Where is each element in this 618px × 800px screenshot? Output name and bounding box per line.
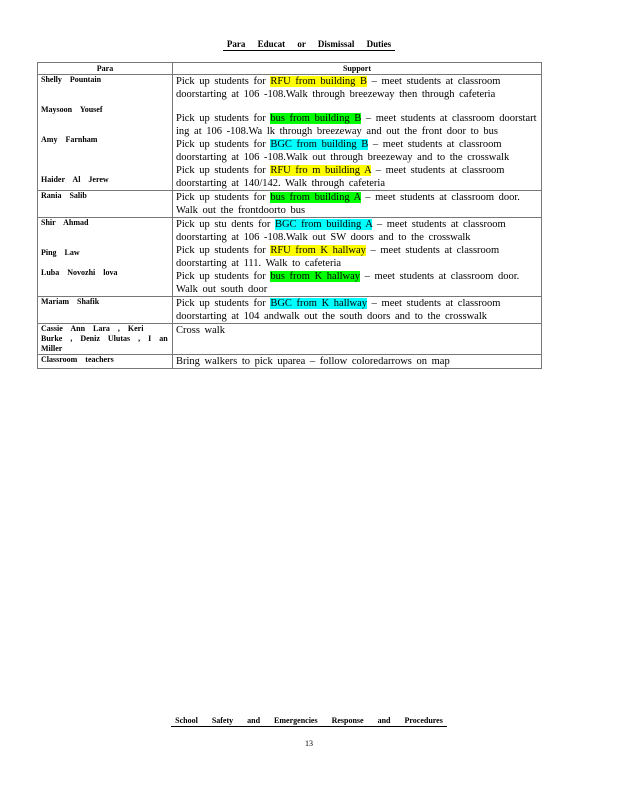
para-name: Cassie Ann Lara , Keri Burke , Deniz Ulutas , I an Miller <box>41 324 168 353</box>
footer-title-text: School Safety and Emergencies Response and Procedures <box>171 716 447 727</box>
support-entry <box>176 324 538 337</box>
support-text: Pick up students for <box>176 298 271 309</box>
highlighted-group-label: BGC from building B <box>270 139 369 150</box>
para-name: Shelly Pountain <box>41 75 102 84</box>
support-text: – meet students at classroom door. Walk out the frontdoorto bus <box>176 192 520 216</box>
document-title <box>0 39 618 49</box>
para-name: Mariam Shafik <box>41 297 100 306</box>
table-row <box>38 191 542 218</box>
para-name: Shir Ahmad <box>41 218 89 227</box>
support-text: Cross walk <box>176 325 225 336</box>
para-names-cell <box>38 191 173 218</box>
highlighted-group-label: RFU from building B <box>270 76 368 87</box>
para-name: Rania Salib <box>41 191 87 200</box>
support-text: – meet students at classroom doorstart ing at 106 -108.Wa lk through breezeway and out the front door to bus <box>176 113 537 137</box>
para-names-cell <box>38 75 173 191</box>
support-text: – meet students at classroom door. Walk out south door <box>176 271 520 295</box>
page-number: 13 <box>305 739 313 748</box>
support-text: Pick up students for <box>176 271 271 282</box>
support-text: Pick up students for <box>176 245 271 256</box>
para-name: Classroom teachers <box>41 355 114 364</box>
support-text: – meet students at classroom doorstarting at 106 -108.Walk out SW doors and to the crosswalk <box>176 219 506 243</box>
support-text: Pick up students for <box>176 165 271 176</box>
highlighted-group-label: RFU from K hallway <box>270 245 366 256</box>
highlighted-group-label: bus from K hallway <box>270 271 361 282</box>
support-text: Pick up students for <box>176 192 271 203</box>
support-entry <box>176 138 538 164</box>
support-entry <box>176 75 538 101</box>
support-text: Pick up students for <box>176 76 271 87</box>
support-entry <box>176 270 538 296</box>
support-entry <box>176 191 538 217</box>
highlighted-group-label: RFU fro m building A <box>270 165 372 176</box>
support-text: – meet students at classroom doorstarting at 106 -108.Walk through breezeway then through cafeteria <box>176 76 501 100</box>
para-names-cell <box>38 218 173 297</box>
para-names-cell <box>38 324 173 355</box>
para-name: Luba Novozhi lova <box>41 268 118 277</box>
support-entry <box>176 355 538 368</box>
dismissal-duties-table <box>37 62 542 369</box>
support-cell <box>173 297 542 324</box>
para-name: Ping Law <box>41 248 80 257</box>
support-entry <box>176 297 538 323</box>
highlighted-group-label: bus from building B <box>270 113 362 124</box>
support-text: – meet students at classroom doorstarting at 111. Walk to cafeteria <box>176 245 500 269</box>
para-name: Haider Al Jerew <box>41 175 109 184</box>
table-row <box>38 297 542 324</box>
support-cell <box>173 218 542 297</box>
table-row <box>38 218 542 297</box>
support-text: Bring walkers to pick uparea – follow coloredarrows on map <box>176 356 450 367</box>
support-cell <box>173 324 542 355</box>
column-header-support: Support <box>173 63 542 75</box>
support-text: Pick up stu dents for <box>176 219 275 230</box>
table-row <box>38 324 542 355</box>
column-header-para: Para <box>38 63 173 75</box>
support-cell <box>173 355 542 369</box>
support-entry <box>176 218 538 244</box>
table-header-row <box>38 63 542 75</box>
support-entry <box>176 164 538 190</box>
support-text: – meet students at classroom doorstarting at 104 andwalk out the south doors and to the crosswalk <box>176 298 501 322</box>
table-row <box>38 355 542 369</box>
table-row <box>38 75 542 191</box>
support-text: Pick up students for <box>176 139 271 150</box>
support-entry <box>176 244 538 270</box>
highlighted-group-label: BGC from building A <box>274 219 373 230</box>
para-name: Maysoon Yousef <box>41 105 103 114</box>
support-text: Pick up students for <box>176 113 271 124</box>
para-names-cell <box>38 297 173 324</box>
support-cell <box>173 191 542 218</box>
support-text: – meet students at classroom doorstarting at 106 -108.Walk out through breezeway and to the crosswalk <box>176 139 510 163</box>
document-title-text: Para Educat or Dismissal Duties <box>223 39 395 51</box>
para-names-cell <box>38 355 173 369</box>
highlighted-group-label: BGC from K hallway <box>270 298 368 309</box>
highlighted-group-label: bus from building A <box>270 192 361 203</box>
support-entry <box>176 112 538 138</box>
para-name: Amy Farnham <box>41 135 98 144</box>
footer-title <box>0 716 618 725</box>
table-body <box>38 75 542 369</box>
support-text: – meet students at classroom doorstarting at 140/142. Walk through cafeteria <box>176 165 505 189</box>
support-cell <box>173 75 542 191</box>
